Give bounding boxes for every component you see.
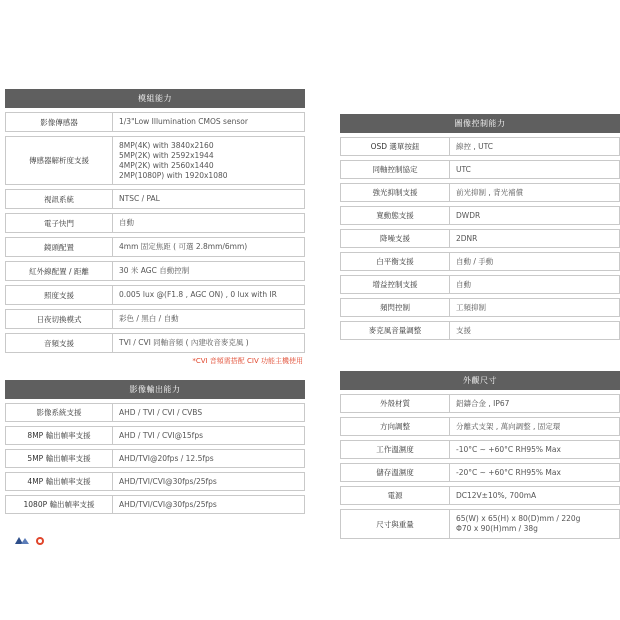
spec-value-line: 彩色 / 黑白 / 自動	[119, 314, 179, 323]
spec-label: 傳感器解析度支援	[6, 137, 113, 184]
spec-value	[113, 214, 304, 232]
spec-value	[113, 238, 304, 256]
spec-value	[450, 441, 619, 458]
spec-value	[113, 427, 304, 444]
spec-row	[340, 275, 620, 294]
spec-value-line: 4mm 固定焦距 ( 可選 2.8mm/6mm)	[119, 242, 248, 251]
spec-label: 影像傳感器	[6, 113, 113, 131]
image-control-header: 圖像控制能力	[340, 114, 620, 133]
spec-value	[450, 418, 619, 435]
spec-label: 麥克風音量調整	[341, 322, 450, 339]
spec-label: 外殼材質	[341, 395, 450, 412]
spec-label: 方向調整	[341, 418, 450, 435]
spec-label: 尺寸與重量	[341, 510, 450, 538]
spec-value-line: UTC	[456, 164, 471, 174]
module-capability-panel	[5, 89, 305, 366]
spec-label: 電子快門	[6, 214, 113, 232]
spec-row	[340, 229, 620, 248]
spec-row	[5, 237, 305, 257]
spec-value	[450, 510, 619, 538]
module-capability-header: 模組能力	[5, 89, 305, 108]
spec-row	[340, 417, 620, 436]
spec-value-line: AHD/TVI@20fps / 12.5fps	[119, 453, 214, 463]
spec-row	[340, 252, 620, 271]
cvi-audio-note: *CVI 音頻需搭配 CIV 功能主機使用	[192, 357, 303, 365]
spec-value	[113, 137, 304, 184]
spec-row	[5, 333, 305, 353]
spec-label: 影像系統支援	[6, 404, 113, 421]
spec-value	[450, 322, 619, 339]
spec-label: 日夜切換模式	[6, 310, 113, 328]
spec-row	[5, 309, 305, 329]
spec-label: 電源	[341, 487, 450, 504]
spec-value-line: AHD/TVI/CVI@30fps/25fps	[119, 476, 217, 486]
spec-value	[113, 404, 304, 421]
spec-row	[5, 189, 305, 209]
spec-value	[450, 299, 619, 316]
spec-value-line: 2DNR	[456, 233, 478, 243]
spec-value	[113, 450, 304, 467]
spec-label: 增益控制支援	[341, 276, 450, 293]
spec-label: 4MP 輸出幀率支援	[6, 473, 113, 490]
spec-label: 5MP 輸出幀率支援	[6, 450, 113, 467]
spec-value-line: 1/3"Low Illumination CMOS sensor	[119, 117, 248, 126]
spec-value-line: 自動 / 手動	[456, 256, 494, 266]
spec-value-line: TVI / CVI 同軸音頻 ( 內建收音麥克風 )	[119, 338, 249, 347]
spec-row	[340, 486, 620, 505]
spec-row	[5, 261, 305, 281]
spec-value-line: 65(W) x 65(H) x 80(D)mm / 220g	[456, 514, 581, 523]
spec-value-line: 鋁鑄合金 , IP67	[456, 398, 510, 408]
spec-row	[5, 495, 305, 514]
spec-value-line: Φ70 x 90(H)mm / 38g	[456, 524, 538, 533]
spec-label: 降噪支援	[341, 230, 450, 247]
spec-label: 照度支援	[6, 286, 113, 304]
spec-value	[113, 334, 304, 352]
spec-row	[340, 509, 620, 539]
spec-value	[113, 262, 304, 280]
spec-row	[340, 206, 620, 225]
spec-label: 工作溫濕度	[341, 441, 450, 458]
spec-value-line: AHD / TVI / CVI@15fps	[119, 430, 203, 440]
spec-label: 白平衡支援	[341, 253, 450, 270]
spec-row	[340, 440, 620, 459]
spec-value-line: 0.005 lux @(F1.8 , AGC ON) , 0 lux with IR	[119, 290, 277, 299]
spec-row	[5, 112, 305, 132]
spec-value-line: 8MP(4K) with 3840x2160	[119, 140, 214, 150]
spec-label: 儲存溫濕度	[341, 464, 450, 481]
badge-logo-icon	[36, 537, 44, 545]
spec-label: 視訊系統	[6, 190, 113, 208]
spec-row	[5, 449, 305, 468]
spec-value	[450, 487, 619, 504]
spec-value-line: NTSC / PAL	[119, 194, 160, 203]
spec-value	[450, 253, 619, 270]
spec-label: 音頻支援	[6, 334, 113, 352]
spec-label: 強光抑制支援	[341, 184, 450, 201]
spec-value-line: 4MP(2K) with 2560x1440	[119, 160, 214, 170]
spec-value	[113, 310, 304, 328]
spec-label: 頻閃控制	[341, 299, 450, 316]
spec-label: 寬動態支援	[341, 207, 450, 224]
spec-row	[340, 394, 620, 413]
spec-value-line: 自動	[119, 218, 134, 227]
appearance-header: 外觀尺寸	[340, 371, 620, 390]
spec-row	[5, 285, 305, 305]
video-output-header: 影像輸出能力	[5, 380, 305, 399]
brand-logos	[14, 535, 58, 545]
spec-value-line: DC12V±10%, 700mA	[456, 490, 537, 500]
spec-value	[113, 473, 304, 490]
spec-value-line: 前光抑制 , 背光補償	[456, 187, 524, 197]
spec-row	[5, 426, 305, 445]
spec-value-line: AHD / TVI / CVI / CVBS	[119, 407, 203, 417]
spec-value-line: 5MP(2K) with 2592x1944	[119, 150, 214, 160]
spec-value-line: AHD/TVI/CVI@30fps/25fps	[119, 499, 217, 509]
spec-value	[113, 190, 304, 208]
brand-logo-icon	[15, 537, 29, 544]
spec-value	[450, 395, 619, 412]
spec-value	[450, 207, 619, 224]
spec-value-line: 線控 , UTC	[456, 141, 494, 151]
spec-value-line: 自動	[456, 279, 471, 289]
spec-value	[450, 230, 619, 247]
spec-value-line: 工頻抑制	[456, 302, 486, 312]
spec-label: 紅外線配置 / 距離	[6, 262, 113, 280]
spec-label: 1080P 輸出幀率支援	[6, 496, 113, 513]
spec-value-line: -20°C ~ +60°C RH95% Max	[456, 467, 561, 477]
spec-value	[450, 184, 619, 201]
spec-row	[340, 298, 620, 317]
spec-value	[450, 138, 619, 155]
spec-value	[113, 113, 304, 131]
spec-label: 8MP 輸出幀率支援	[6, 427, 113, 444]
spec-value-line: -10°C ~ +60°C RH95% Max	[456, 444, 561, 454]
spec-value-line: 支援	[456, 325, 471, 335]
spec-label: OSD 選單按鈕	[341, 138, 450, 155]
image-control-panel	[340, 114, 620, 340]
spec-value	[113, 496, 304, 513]
spec-row	[340, 183, 620, 202]
spec-value-line: DWDR	[456, 210, 481, 220]
spec-value-line: 分離式支架 , 萬向調整 , 固定環	[456, 421, 561, 431]
spec-value	[450, 276, 619, 293]
spec-row	[5, 213, 305, 233]
spec-row	[5, 472, 305, 491]
spec-value	[450, 161, 619, 178]
spec-row	[340, 160, 620, 179]
spec-value-line: 30 米 AGC 自動控制	[119, 266, 190, 275]
spec-row	[340, 463, 620, 482]
spec-row	[340, 321, 620, 340]
spec-row	[5, 403, 305, 422]
spec-row	[340, 137, 620, 156]
spec-value	[113, 286, 304, 304]
video-output-panel	[5, 380, 305, 514]
spec-value-line: 2MP(1080P) with 1920x1080	[119, 170, 228, 180]
spec-label: 同軸控制協定	[341, 161, 450, 178]
appearance-panel	[340, 371, 620, 539]
spec-value	[450, 464, 619, 481]
spec-row	[5, 136, 305, 185]
spec-label: 鏡頭配置	[6, 238, 113, 256]
